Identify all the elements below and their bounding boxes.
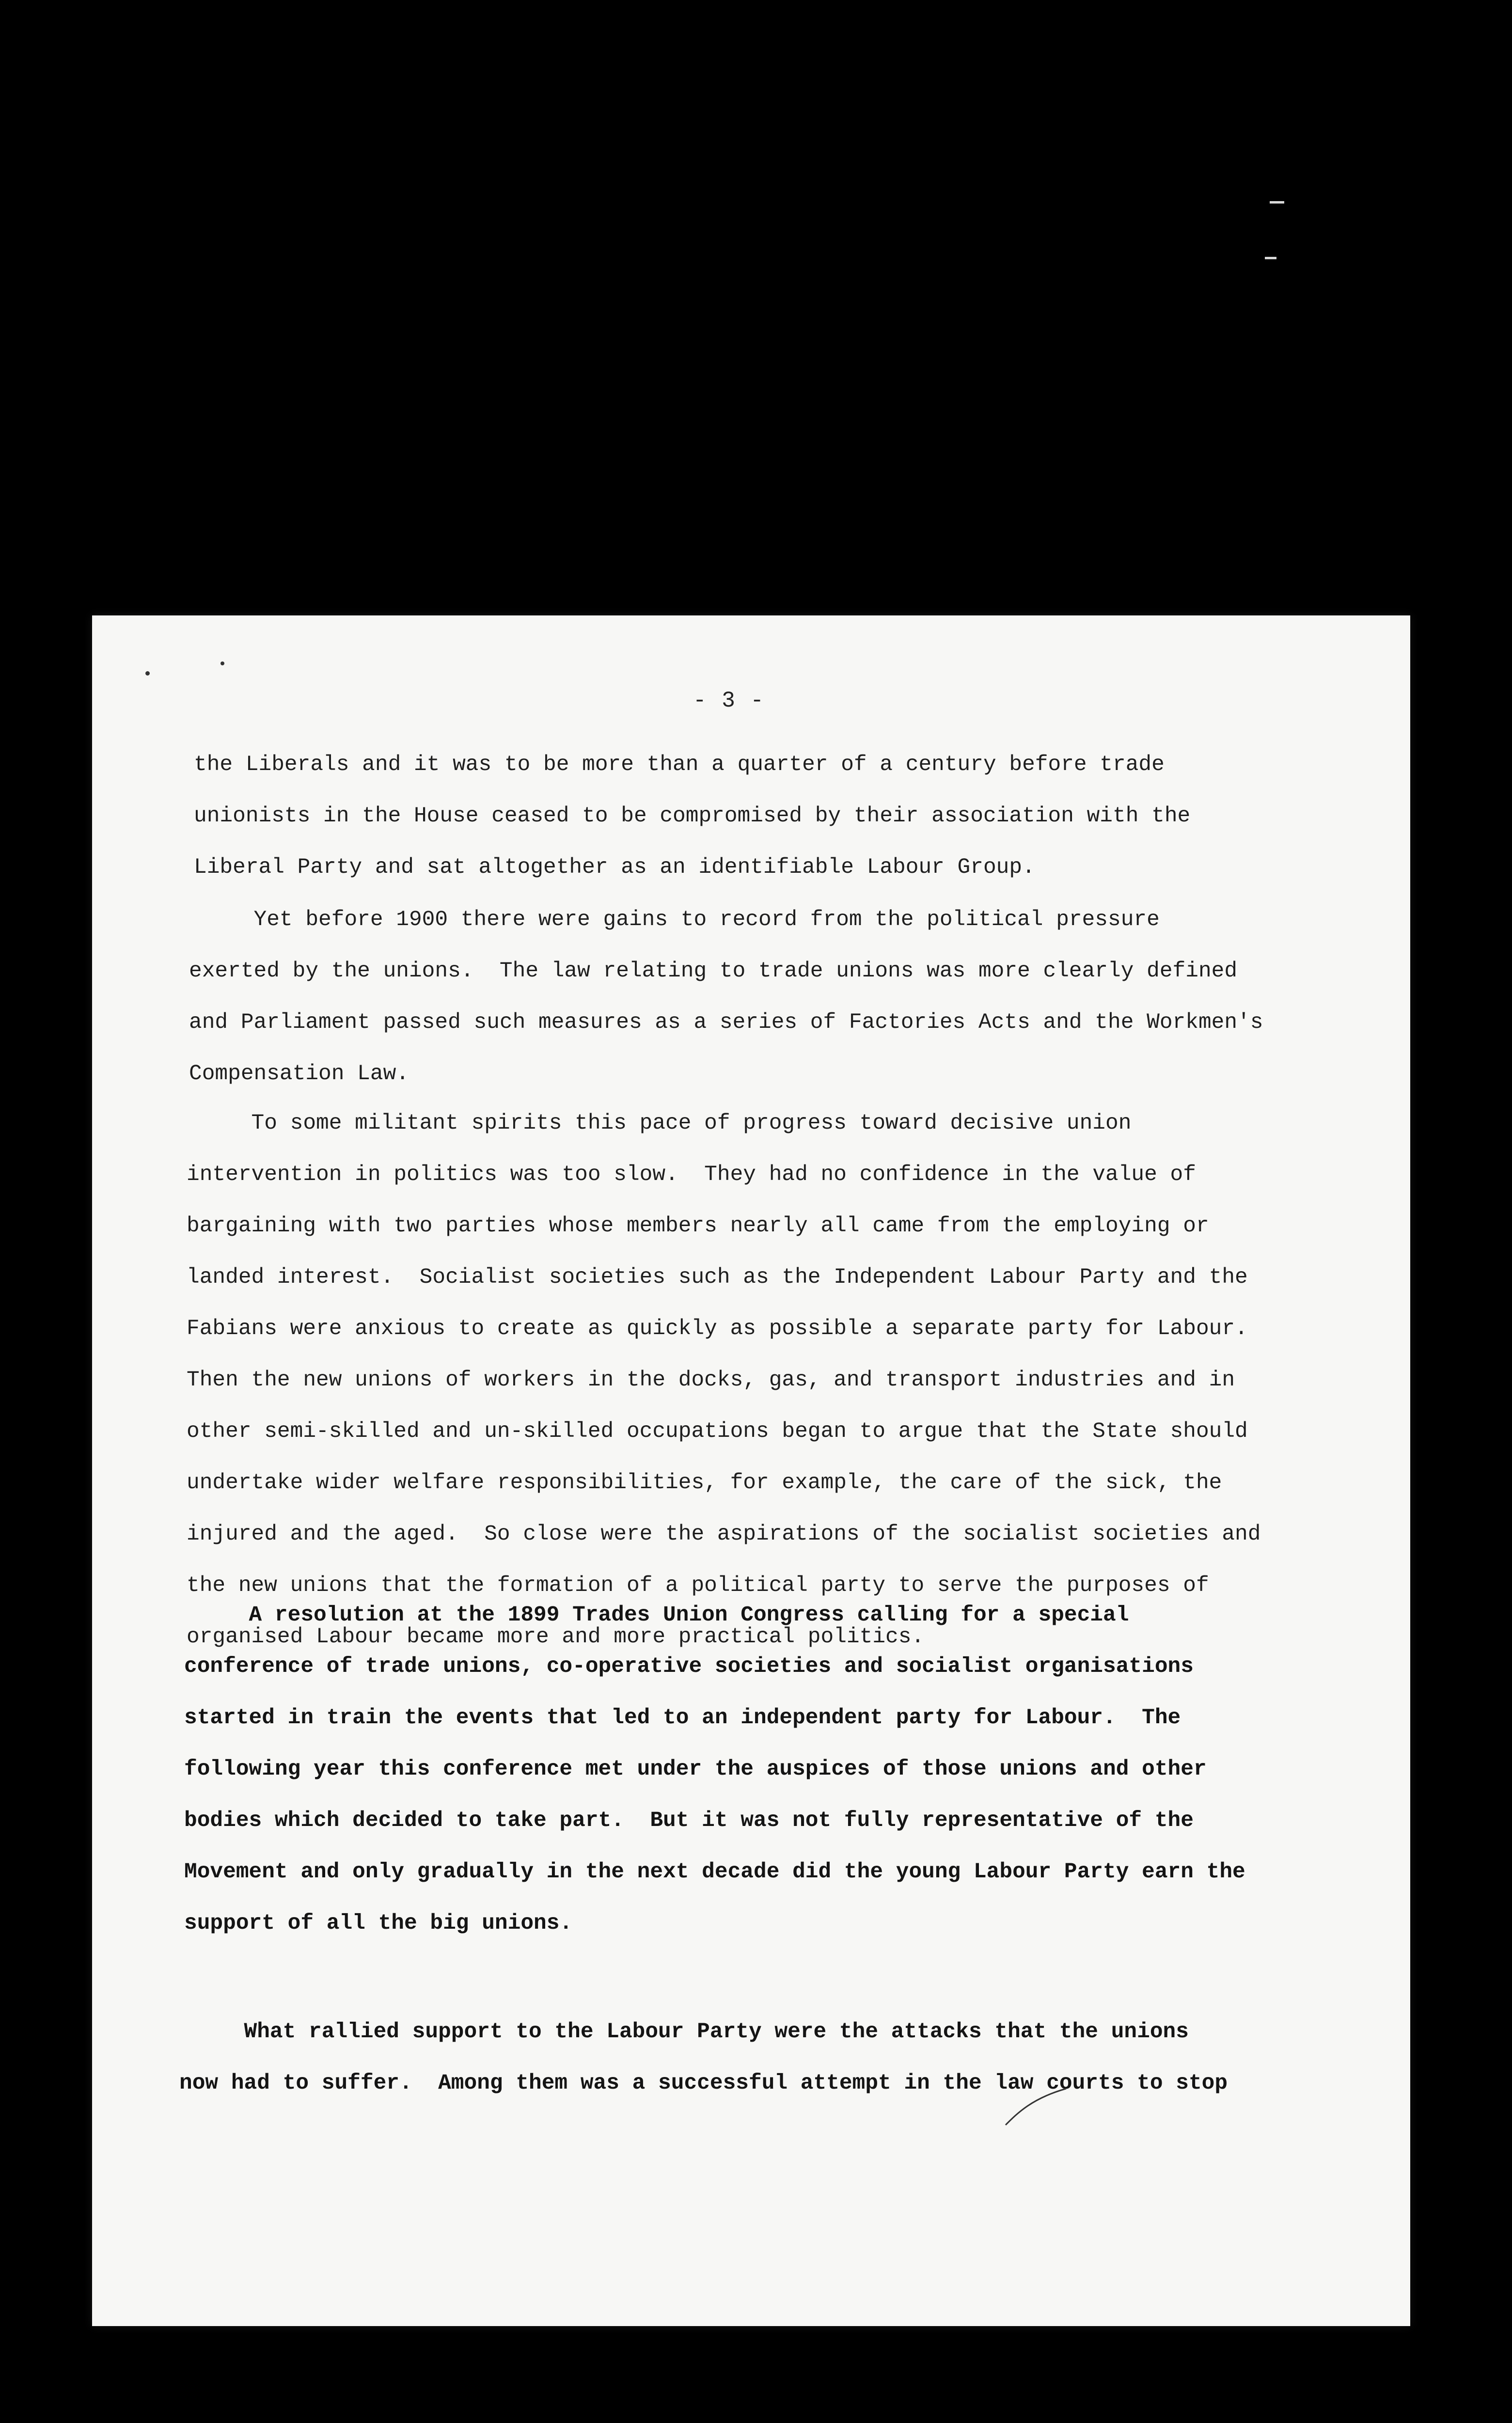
text-line: landed interest. Socialist societies such as the Independent Labour Party and the	[187, 1265, 1248, 1290]
text-line: the Liberals and it was to be more than a quarter of a century before trade	[194, 753, 1165, 777]
text-line: Yet before 1900 there were gains to record from the political pressure	[189, 908, 1160, 932]
paragraph-2	[189, 894, 1352, 1100]
text-line: organised Labour became more and more practical politics.	[187, 1625, 925, 1649]
text-line: now had to suffer. Among them was a successful attempt in the law courts to stop	[179, 2071, 1228, 2095]
text-line: Compensation Law.	[189, 1062, 409, 1086]
text-line: Then the new unions of workers in the docks, gas, and transport industries and in	[187, 1368, 1235, 1392]
text-line: undertake wider welfare responsibilities, for example, the care of the sick, the	[187, 1471, 1222, 1495]
text-line: unionists in the House ceased to be compromised by their association with the	[194, 804, 1191, 828]
margin-dot	[220, 661, 224, 665]
text-line: Liberal Party and sat altogether as an identifiable Labour Group.	[194, 855, 1035, 880]
paragraph-4	[184, 1589, 1347, 1949]
text-line: bodies which decided to take part. But it was not fully representative of the	[184, 1809, 1194, 1833]
text-line: the new unions that the formation of a political party to serve the purposes of	[187, 1573, 1209, 1598]
text-line: bargaining with two parties whose members nearly all came from the employing or	[187, 1214, 1209, 1238]
pen-stroke	[1003, 2084, 1071, 2127]
paragraph-1	[194, 739, 1357, 893]
text-line: Fabians were anxious to create as quickly as possible a separate party for Labour.	[187, 1317, 1248, 1341]
text-line: intervention in politics was too slow. They had no confidence in the value of	[187, 1163, 1196, 1187]
text-line: following year this conference met under the auspices of those unions and other	[184, 1757, 1207, 1781]
text-line: conference of trade unions, co-operative societies and socialist organisations	[184, 1654, 1194, 1679]
page-number: - 3 -	[693, 688, 765, 713]
text-line: A resolution at the 1899 Trades Union Congress calling for a special	[184, 1603, 1129, 1627]
margin-dot	[145, 671, 150, 676]
text-line: exerted by the unions. The law relating to trade unions was more clearly defined	[189, 959, 1238, 983]
paragraph-3	[187, 1098, 1350, 1663]
text-line: and Parliament passed such measures as a series of Factories Acts and the Workmen's	[189, 1010, 1263, 1035]
document-page	[92, 615, 1410, 2326]
text-line: other semi-skilled and un-skilled occupations began to argue that the State should	[187, 1419, 1248, 1444]
film-speck	[1270, 201, 1284, 204]
text-line: injured and the aged. So close were the aspirations of the socialist societies and	[187, 1522, 1261, 1546]
text-line: Movement and only gradually in the next decade did the young Labour Party earn the	[184, 1860, 1245, 1884]
text-line: What rallied support to the Labour Party were the attacks that the unions	[179, 2020, 1189, 2044]
paragraph-5	[179, 2006, 1342, 2109]
text-line: To some militant spirits this pace of progress toward decisive union	[187, 1111, 1132, 1135]
film-speck	[1265, 257, 1276, 259]
text-line: started in train the events that led to an independent party for Labour. The	[184, 1706, 1181, 1730]
text-line: support of all the big unions.	[184, 1911, 573, 1935]
